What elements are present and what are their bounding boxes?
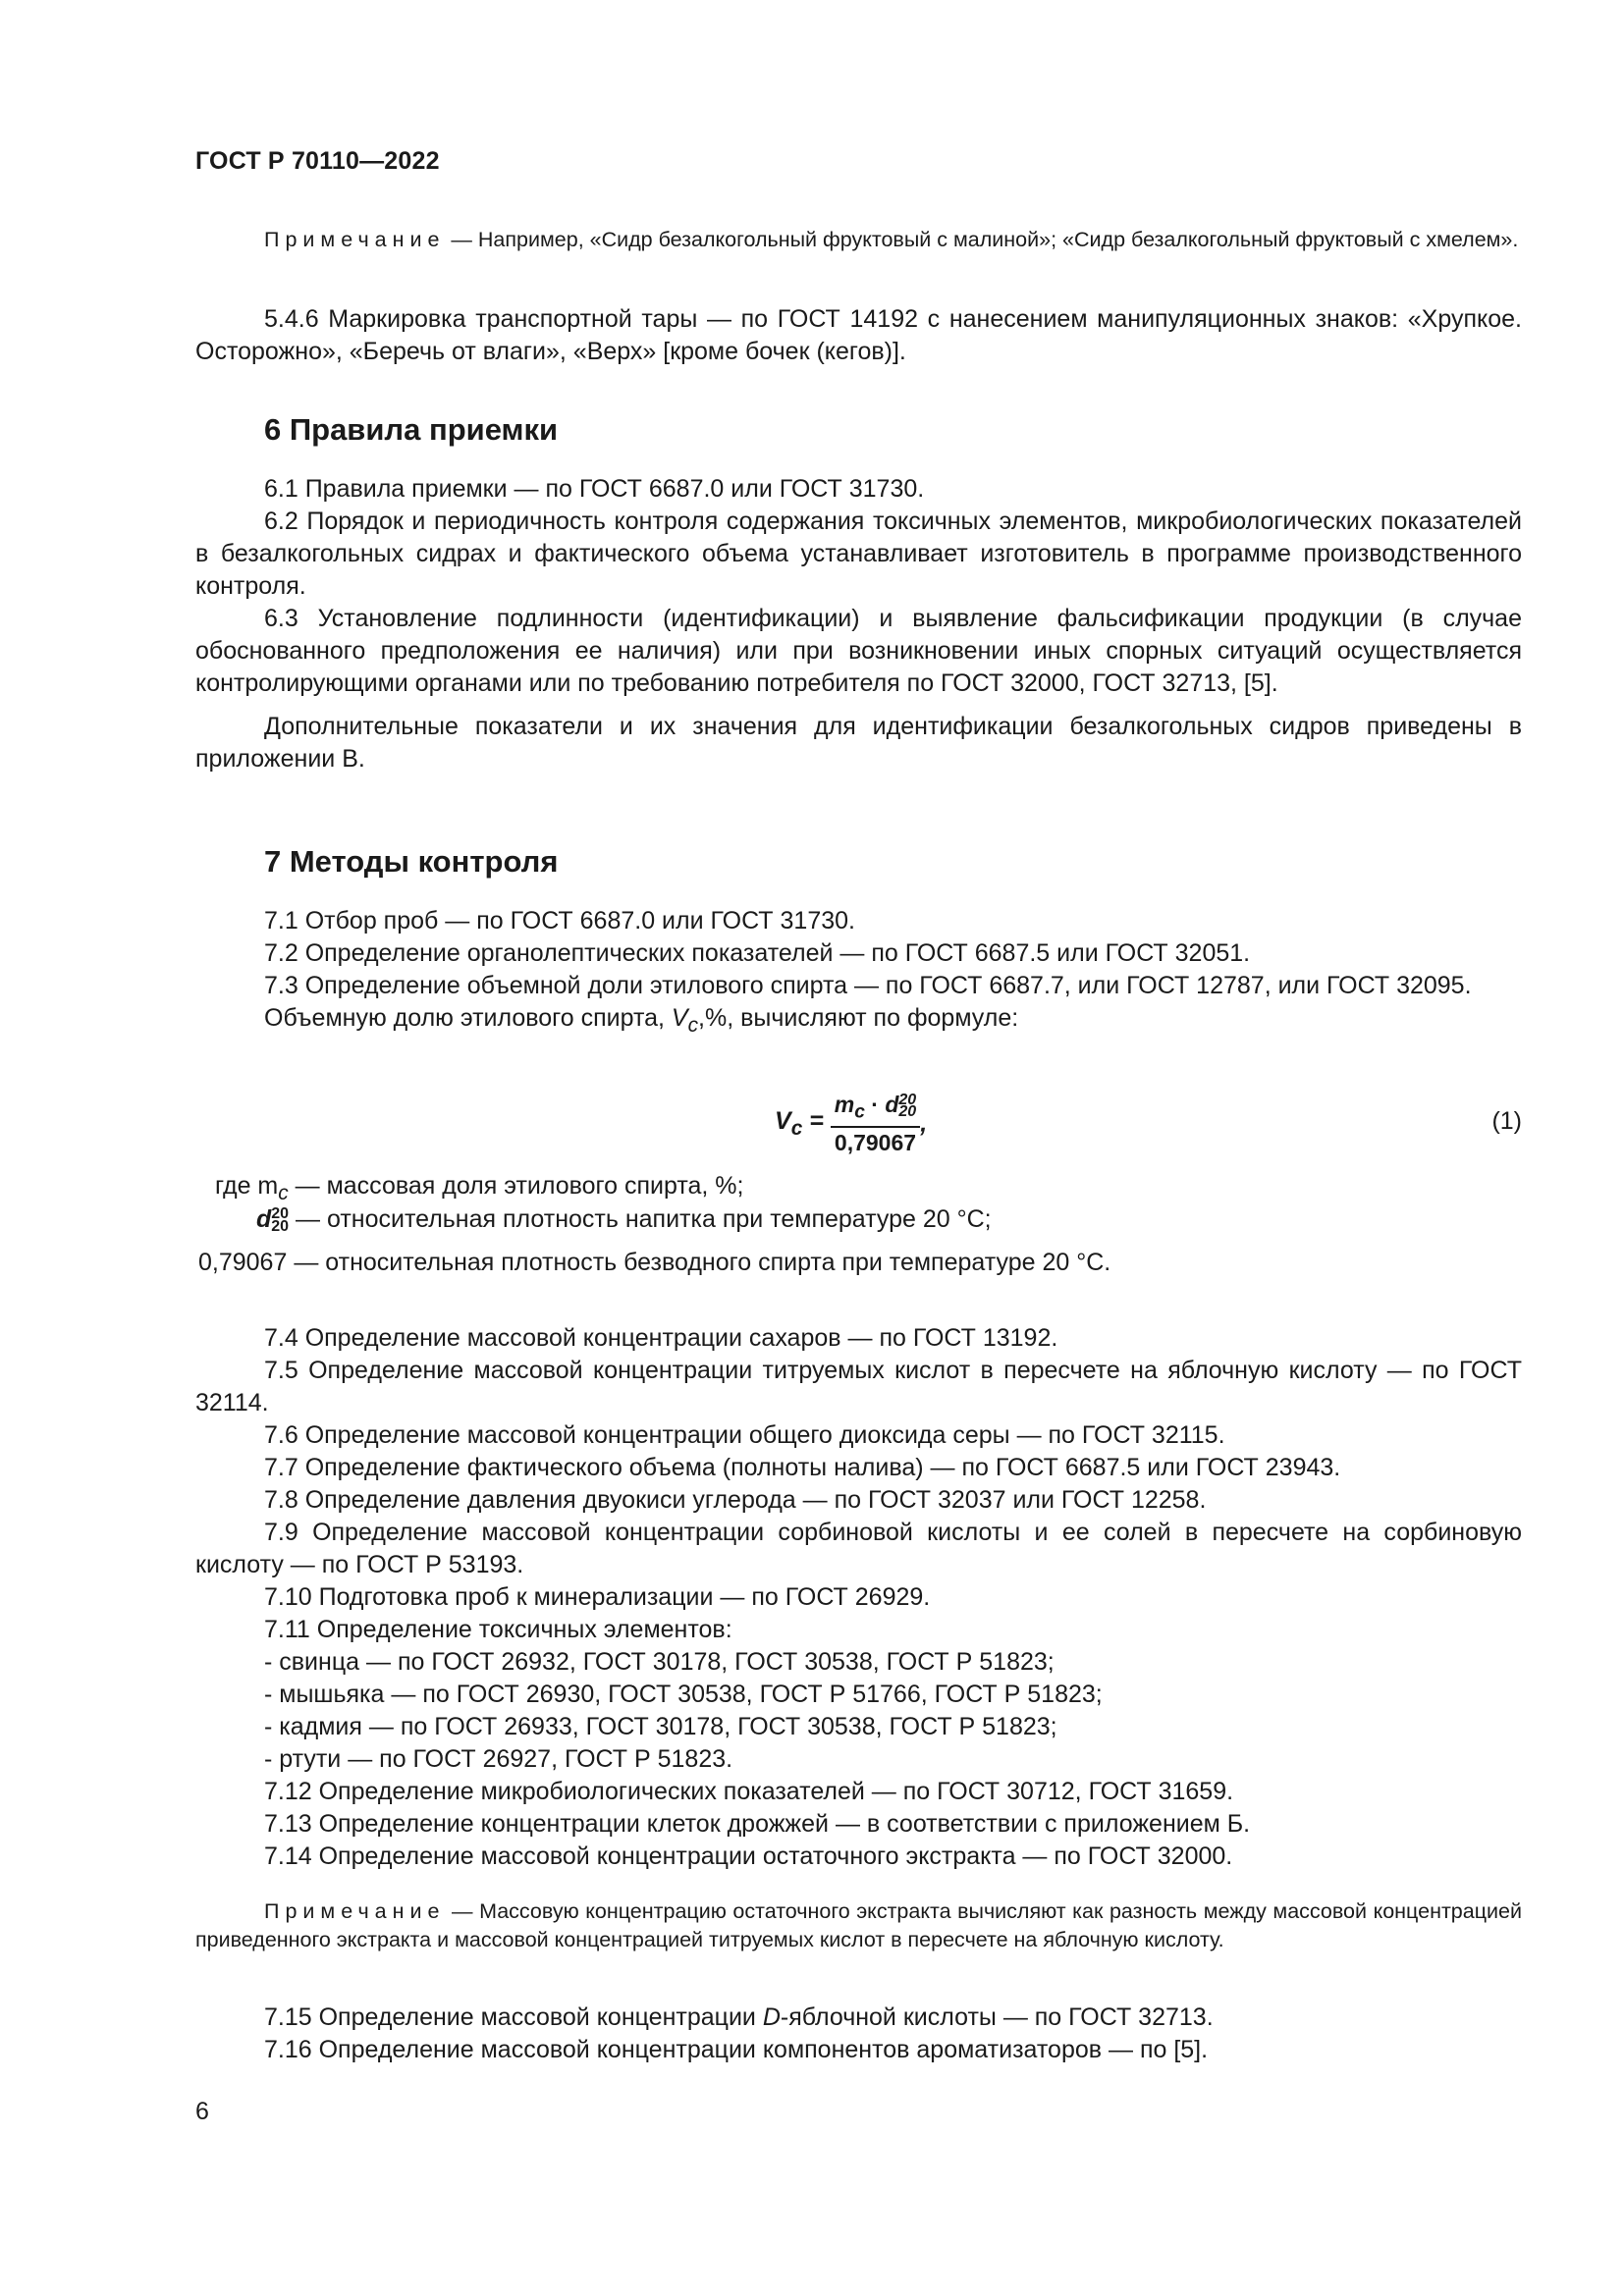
list-item: - ртути — по ГОСТ 26927, ГОСТ Р 51823. [264,1745,733,1773]
note-1-label: Примечание [264,228,446,251]
paragraph-6-additional: Дополнительные показатели и их значения для идентификации безалкогольных сидров приведены в приложении В. [195,713,1522,773]
formula-expression: $V_c$ = $m_c \cdot d$ 20 20 0,79067 , [775,1091,928,1155]
paragraph-7-9: 7.9 Определение массовой концентрации сорбиновой кислоты и ее солей в пересчете на сорбиновую кислоту — по ГОСТ Р 53193. [195,1519,1522,1578]
paragraph-7-16: 7.16 Определение массовой концентрации компонентов ароматизаторов — по [5]. [264,2036,1209,2063]
paragraph-7-15: 7.15 Определение массовой концентрации D-яблочной кислоты — по ГОСТ 32713. [264,2003,1214,2031]
section-7-intro [195,905,1522,1041]
note-2-label: Примечание [264,1899,446,1923]
paragraph-7-11: 7.11 Определение токсичных элементов: [264,1616,732,1643]
document-header: ГОСТ Р 70110—2022 [195,147,440,175]
paragraph-7-13: 7.13 Определение концентрации клеток дрожжей — в соответствии с приложением Б. [264,1810,1251,1838]
note-2-text: — Массовую концентрацию остаточного экстракта вычисляют как разность между массовой концентрацией приведенного экстракта и массовой концентрацией титруемых кислот в пересчете на яблочную кислоту. [195,1899,1522,1951]
paragraph-7-5: 7.5 Определение массовой концентрации титруемых кислот в пересчете на яблочную кислоту — по ГОСТ 32114. [195,1357,1522,1416]
list-item: - кадмия — по ГОСТ 26933, ГОСТ 30178, ГОСТ 30538, ГОСТ Р 51823; [264,1713,1057,1740]
formula-denominator: 0,79067 [834,1129,917,1155]
section-7-heading: 7 Методы контроля [264,844,559,879]
paragraph-6-1: 6.1 Правила приемки — по ГОСТ 6687.0 или ГОСТ 31730. [264,475,925,503]
paragraph-6-2: 6.2 Порядок и периодичность контроля содержания токсичных элементов, микробиологических показателей в безалкогольных сидрах и фактического объема устанавливает изготовитель в программе производственного контроля. [195,507,1522,600]
paragraph-7-4: 7.4 Определение массовой концентрации сахаров — по ГОСТ 13192. [264,1324,1058,1352]
legend-item-mc: где $m_c$ — массовая доля этилового спирта, %; [215,1172,744,1204]
paragraph-7-12: 7.12 Определение микробиологических показателей — по ГОСТ 30712, ГОСТ 31659. [264,1778,1234,1805]
paragraph-7-3: 7.3 Определение объемной доли этилового спирта — по ГОСТ 6687.7, или ГОСТ 12787, или ГОСТ 32095. [264,972,1472,999]
paragraph-7-7: 7.7 Определение фактического объема (полноты налива) — по ГОСТ 6687.5 или ГОСТ 23943. [264,1454,1341,1481]
note-2 [195,1897,1522,1954]
formula-numerator: $m_c \cdot d$ 20 20 [831,1092,920,1128]
section-7-title [195,844,1522,880]
legend-item-constant: 0,79067 — относительная плотность безводного спирта при температуре 20 °С. [198,1249,1111,1276]
page-number: 6 [195,2098,209,2125]
formula-lhs: $V_c$ = [775,1106,831,1140]
paragraph-7-1: 7.1 Отбор проб — по ГОСТ 6687.0 или ГОСТ 31730. [264,907,855,934]
formula-fraction [831,1092,920,1156]
note-1-text: — Например, «Сидр безалкогольный фруктовый с малиной»; «Сидр безалкогольный фруктовый с хмелем». [445,228,1519,251]
paragraph-7-14: 7.14 Определение массовой концентрации остаточного экстракта — по ГОСТ 32000. [264,1842,1233,1870]
section-6-body [195,473,1522,775]
paragraph-5-4-6 [195,303,1522,368]
formula-intro: Объемную долю этилового спирта, $V_c,\%$, вычисляют по формуле: [264,1004,1019,1037]
section-6-title [195,412,1522,448]
list-item: - мышьяка — по ГОСТ 26930, ГОСТ 30538, ГОСТ Р 51766, ГОСТ Р 51823; [264,1681,1103,1708]
list-item: - свинца — по ГОСТ 26932, ГОСТ 30178, ГОСТ 30538, ГОСТ Р 51823; [264,1648,1055,1676]
section-6-heading: 6 Правила приемки [264,412,559,447]
paragraph-6-3: 6.3 Установление подлинности (идентификации) и выявление фальсификации продукции (в случае обоснованного предположения ее наличия) или при возникновении иных спорных ситуаций осуществляется контролирующими органами или по требованию потребителя по ГОСТ 32000, ГОСТ 32713, [5]. [195,605,1522,697]
paragraph-7-10: 7.10 Подготовка проб к минерализации — по ГОСТ 26929. [264,1583,931,1611]
paragraph-5-4-6-text: 5.4.6 Маркировка транспортной тары — по ГОСТ 14192 с нанесением манипуляционных знаков: «Хрупкое. Осторожно», «Беречь от влаги», «Верх» [кроме бочек (кегов)]. [195,305,1522,365]
legend-item-d2020: d 20 20 — относительная плотность напитка при температуре 20 °С; [256,1205,992,1236]
paragraph-7-6: 7.6 Определение массовой концентрации общего диоксида серы — по ГОСТ 32115. [264,1421,1225,1449]
paragraph-7-8: 7.8 Определение давления двуокиси углерода — по ГОСТ 32037 или ГОСТ 12258. [264,1486,1207,1514]
formula-1 [195,1092,1522,1160]
paragraph-7-2: 7.2 Определение органолептических показателей — по ГОСТ 6687.5 или ГОСТ 32051. [264,939,1251,967]
equation-number: (1) [1491,1107,1522,1135]
note-1 [195,226,1522,254]
section-7-final [195,2002,1522,2066]
formula-legend [195,1170,1522,1278]
section-7-methods [195,1322,1522,1873]
